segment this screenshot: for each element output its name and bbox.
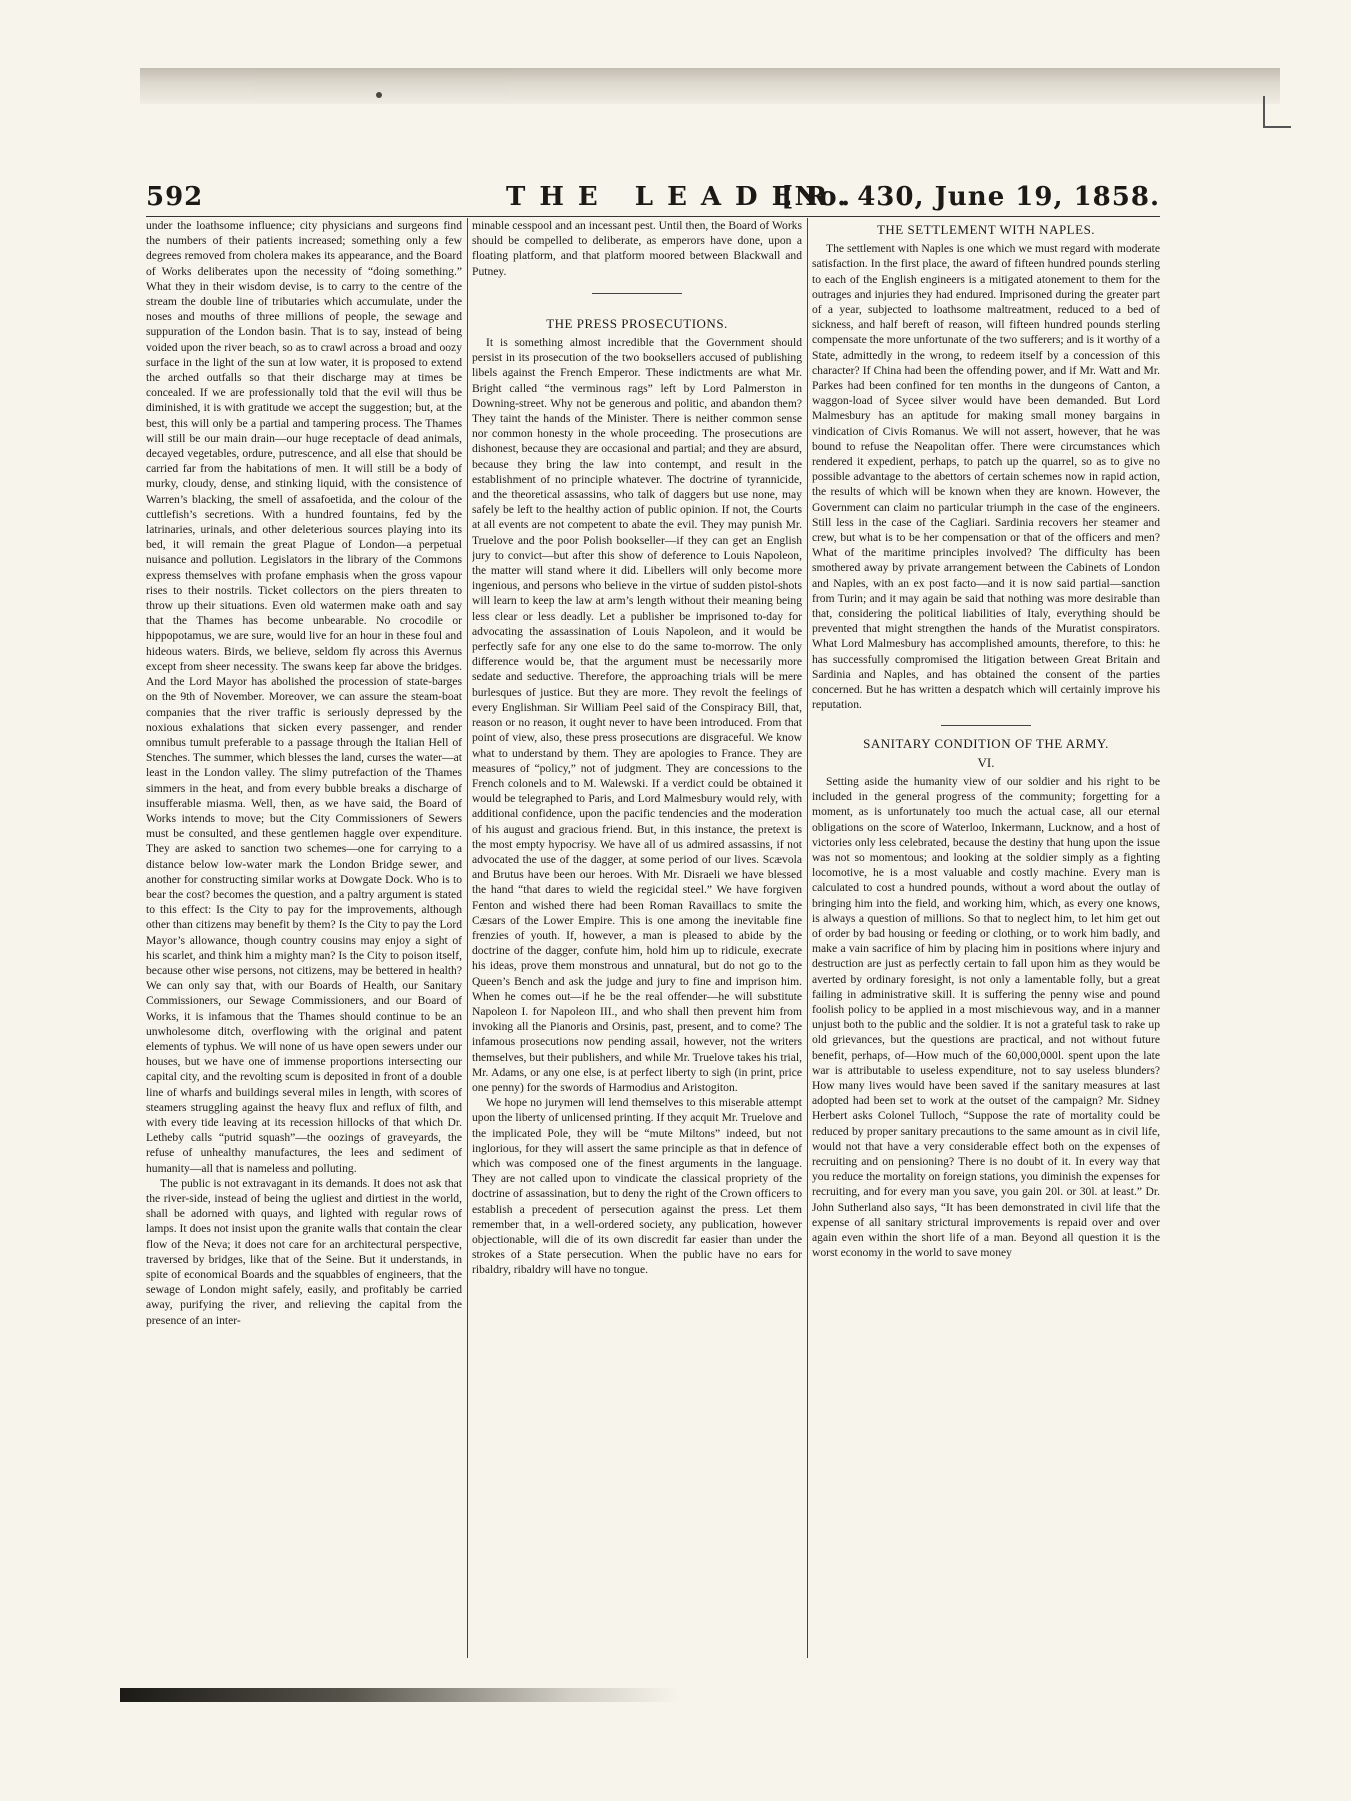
army-part-number: VI.	[977, 754, 995, 770]
masthead-title: THE LEADER.	[506, 182, 865, 212]
section-divider	[941, 725, 1031, 726]
page-number: 592	[146, 182, 204, 212]
page-header	[146, 182, 1160, 216]
scan-edge-top	[140, 68, 1280, 104]
column-3	[812, 218, 1160, 1658]
army-headline: SANITARY CONDITION OF THE ARMY.	[863, 735, 1109, 751]
article-paragraph: The settlement with Naples is one which we must regard with moderate satisfaction. In the first place, the award of fifteen hundred pounds sterling to each of the English engineers is a mitigated atonement to them for the outrages and injuries they had endured. Imprisoned during the greater part of a year, subjected to loathsome maltreatment, reduced to a bed of sickness, and half bereft of reason, will fifteen hundred pounds sterling compensate the more unfortunate of the two sufferers; and is it worthy of a State, admittedly in the wrong, to redeem itself by a concession of this character? If China had been the offending power, and if Mr. Watt and Mr. Parkes had been confined for ten months in the dungeons of Canton, a waggon-load of Sycee silver would have been demanded. But Lord Malmesbury has an aptitude for making small money bargains in vindication of Civis Romanus. We will not assert, however, that he was bound to refuse the Neapolitan offer. There were circumstances which rendered it expedient, perhaps, to patch up the quarrel, so as to give no possible advantage to the abettors of certain schemes now in rapid action, the results of which will be known when they are known. However, the Government can claim no particular triumph in the case of the engineers. Still less in the case of the Cagliari. Sardinia recovers her steamer and crew, but what is to be her compensation or that of the officers and men? What of the maritime principles involved? The difficulty has been smothered away by private arrangement between the Cabinets of London and Naples, with an ex post facto—and it is now said partial—sanction from Turin; and it may again be said that nothing was more desirable than that, considering the political liabilities of Italy, everything should be prevented that might strengthen the hands of the Muratist conspirators. What Lord Malmesbury has accomplished amounts, therefore, to this: he has successfully compromised the litigation between Great Britain and Sardinia and Naples, and has obtained the consent of the parties concerned. But he has written a despatch which will certainly improve his reputation.	[812, 242, 1160, 712]
section-divider	[592, 293, 682, 294]
corner-crop-mark	[1263, 96, 1291, 128]
article-paragraph: We hope no jurymen will lend themselves to this miserable attempt upon the liberty of unlicensed printing. If they acquit Mr. Truelove and the implicated Pole, they will be “mute Miltons” indeed, but not inglorious, for they will assert the same principle as that in defence of which was composed one of the finest arguments in the language. They are not called upon to vindicate the classical propriety of the doctrine of assassination, but to deny the right of the Crown officers to establish a precedent of persecution against the press. Let them remember that, in a well-ordered society, any publication, however objectionable, will die of its own discredit far easier than under the strokes of a State persecution. When the public have no ears for ribaldry, ribaldry will have no tongue.	[472, 1096, 802, 1277]
article-paragraph: minable cesspool and an incessant pest. Until then, the Board of Works should be compelled to deliberate, as emperors have done, upon a floating platform, and that platform moored between Blackwall and Putney.	[472, 219, 802, 278]
article-paragraph: under the loathsome influence; city physicians and surgeons find the numbers of their patients increased; something only a few degrees removed from cholera makes its appearance, and the Board of Works deliberates upon the necessity of “doing something.” What they in their wisdom devise, is to carry to the centre of the stream the double line of tributaries which accumulate, under the noses and mouths of three millions of people, the sewage and suppuration of the London basin. That is to say, instead of being voided upon the river beach, so as to crawl across a broad and oozy surface in the light of the sun at low water, it is proposed to extend the arched outfalls so that their discharge may at times be concealed. If we are professionally told that the evil will thus be diminished, it is with gratitude we accept the suggestion; but, at the best, this will only be a partial and tampering process. The Thames will still be our main drain—our huge receptacle of dead animals, decayed vegetables, ordure, putrescence, and all else that should be carried far from the habitations of men. It will still be a body of murky, cloudy, dense, and stinking liquid, with the consistence of Warren’s blacking, the smell of assafoetida, and the colour of the cuttlefish’s secretions. With a hundred fountains, fed by the latrinaries, urinals, and other deleterious sources playing into its bed, it will remain the great Plague of London—a perpetual nuisance and pollution. Legislators in the library of the Commons express themselves with profane emphasis when the gross vapour rises to their nostrils. Ticket collectors on the piers threaten to throw up their situations. Even old watermen make oath and say that the Thames has become unbearable. No crocodile or hippopotamus, we are sure, would live for an hour in these foul and hideous waters. Birds, we believe, seldom fly across this Avernus except from sheer necessity. The swans keep far above the bridges. And the Lord Mayor has abolished the procession of state-barges on the 9th of November. Moreover, we can assure the steam-boat companies that the river traffic is seriously depressed by the noxious exhalations that sicken every passenger, and render omnibus tumult preferable to a passage through the Italian Hell of Stenches. The summer, which blesses the land, curses the water—at least in the London valley. The slimy putrefaction of the Thames simmers in the heat, and from every bubble breaks a discharge of insufferable miasma. Well, then, as we have said, the Board of Works intends to move; but the City Commissioners of Sewers must be consulted, and these gentlemen haggle over expenditure. They are asked to sanction two schemes—one for carrying to a distance below low-water mark the London Bridge sewer, and another for constructing similar works at Dowgate Dock. Who is to bear the cost? becomes the question, and a paltry argument is stated to this effect: Is the City to pay for the improvements, although other than citizens may benefit by them? Is the City to pay the Lord Mayor’s allowance, though country cousins may enjoy a sight of his scarlet, and think him a mighty man? Is the City to poison itself, because other wise persons, not citizens, may be bettered in health? We can only say that, with our Boards of Health, our Sanitary Commissioners, our Sewage Commissioners, and our Board of Works, it is infamous that the Thames should continue to be an unwholesome ditch, overflowing with the original and patent elements of typhus. We will none of us have open sewers under our houses, but we have one of immense proportions intersecting our capital city, and the revolting scum is deposited in front of a double line of wharfs and buildings several miles in length, with scores of steamers struggling against the heavy flux and reflux of filth, and with every tide leaving at its recession hillocks of that which Dr. Letheby calls “putrid squash”—the oozings of graveyards, the refuse of unhealthy manufactures, the lees and sediment of humanity—all that is nameless and polluting.	[146, 219, 462, 1175]
issue-date: [No. 430, June 19, 1858.	[781, 182, 1160, 212]
naples-headline: THE SETTLEMENT WITH NAPLES.	[876, 222, 1096, 237]
scan-edge-bottom	[120, 1688, 680, 1702]
column-1	[146, 218, 462, 1658]
scan-mark	[376, 92, 382, 98]
column-rule-1	[467, 218, 468, 1658]
article-paragraph: Setting aside the humanity view of our soldier and his right to be included in the general progress of the community; forgetting for a moment, as is unfortunately too much the actual case, all our eternal obligations on the score of Waterloo, Inkermann, Lucknow, and a host of victories only less celebrated, because the destiny that hung upon the issue was not so momentous; and looking at the soldier simply as a fighting locomotive, he is a most valuable and costly machine. Every man is calculated to cost a hundred pounds, without a word about the outlay of bringing him into the field, and working him, which, as every one knows, is always a question of millions. So that to neglect him, to let him get out of order by bad housing or feeding or clothing, or to work him badly, and make a vain sacrifice of him by placing him in positions where injury and destruction are just as perfectly certain to fall upon him as they would be averted by ordinary foresight, is not only a lamentable folly, but a great failing in administrative skill. It is suffering the penny wise and pound foolish policy to be applied in a most mischievous way, and in a manner unjust both to the public and the soldier. It is not a grateful task to rake up old grievances, but the questions are practical, and not without future benefit, perhaps, of—How much of the 60,000,000l. spent upon the late war is attributable to useless expenditure, not to say useless blunders? How many lives would have been saved if the sanitary measures at last adopted had been set to work at the outset of the campaign? Mr. Sidney Herbert asks Colonel Tulloch, “Suppose the rate of mortality could be reduced by proper sanitary precautions to the same amount as in civil life, would not that have a very considerable effect both on the expenses of recruiting and on pensioning? There is no doubt of it. In every way that you reduce the mortality on foreign stations, you diminish the expenses for recruiting, and for every man you save, you gain 20l. or 30l. at least.” Dr. John Sutherland also says, “It has been demonstrated in civil life that the expense of all sanitary strictural improvements is repaid over and over again even within the short life of a man. Beyond all question it is the worst economy in the world to save money	[812, 774, 1160, 1260]
header-rule	[146, 216, 1160, 217]
article-paragraph: The public is not extravagant in its demands. It does not ask that the river-side, instead of being the ugliest and dirtiest in the world, shall be adorned with quays, and lighted with regular rows of lamps. It does not insist upon the granite walls that contain the clear flow of the Neva; it does not care for an architectural perspective, traversed by bridges, like that of the Seine. But it understands, in spite of economical Boards and the squabbles of engineers, that the sewage of London might safely, easily, and profitably be carried away, purifying the river, and relieving the capital from the presence of an inter-	[146, 1176, 462, 1327]
article-paragraph: It is something almost incredible that the Government should persist in its prosecution of the two booksellers accused of publishing libels against the French Emperor. These indictments are what Mr. Bright called “the verminous rags” left by Lord Palmerston in Downing-street. Why not be generous and politic, and abandon them? They taint the hands of the Minister. There is neither common sense nor common honesty in the whole proceeding. The prosecutions are dishonest, because they are occasional and partial; and they are absurd, because they bring the law into contempt, and result in the establishment of no principle whatever. The doctrine of tyrannicide, and the theoretical assassins, who talk of daggers but use none, may safely be left to the healthy action of public opinion. If not, the Courts at all events are not competent to abate the evil. They may punish Mr. Truelove and the poor Polish bookseller—if they can get an English jury to convict—but after this show of deference to Louis Napoleon, the matter will stand where it did. Libellers will only become more ingenious, and persons who believe in the virtue of sudden pistol-shots will learn to keep the law at arm’s length without their meaning being less clear or less deadly. Let a publisher be imprisoned to-day for advocating the assassination of Louis Napoleon, and it would be perfectly safe for any one else to do the same to-morrow. The only difference would be, that the argument must be necessarily more sedate and seductive. Therefore, the approaching trials will be mere burlesques of justice. But they are more. They revolt the feelings of every Englishman. Sir William Peel said of the Conspiracy Bill, that, reason or no reason, it ought never to have been introduced. From that point of view, also, these press prosecutions are disgraceful. We know what to understand by them. They are apologies to France. They are measures of “policy,” not of judgment. They are concessions to the French colonels and to M. Walewski. If a verdict could be obtained it would be telegraphed to Paris, and Lord Malmesbury would rely, with additional confidence, upon the pacific tendencies and the moderation of his august and gracious friend. But, in this instance, the pretext is the most empty hypocrisy. We have all of us admired assassins, if not advocated the use of the dagger, at some period of our lives. Scævola and Brutus have been our heroes. With Mr. Disraeli we have blessed the hand “that dares to wield the regicidal steel.” We have forgiven Fenton and wished there had been Roman Ravaillacs to smite the Cæsars of the Lower Empire. This is one among the inevitable fine frenzies of youth. If, however, a man is pleased to abide by the doctrine of the dagger, confute him, hold him up to ridicule, execrate his ideas, prove them monstrous and unnatural, but do not go to the Queen’s Bench and ask the judge and jury to fine and imprison him. When he comes out—if he be the real offender—he will substitute Napoleon I. for Napoleon III., and who shall then prevent him from invoking all the Pianoris and Orsinis, past, present, and to come? The infamous prosecutions now pending assail, however, not the writers themselves, but their publishers, and while Mr. Truelove takes his trial, Mr. Adams, or any one else, is at perfect liberty to sigh (in print, price one penny) for the swords of Harmodius and Aristogiton.	[472, 336, 802, 1094]
column-2	[472, 218, 802, 1658]
column-rule-2	[807, 218, 808, 1658]
press-prosecutions-headline: THE PRESS PROSECUTIONS.	[546, 315, 728, 331]
